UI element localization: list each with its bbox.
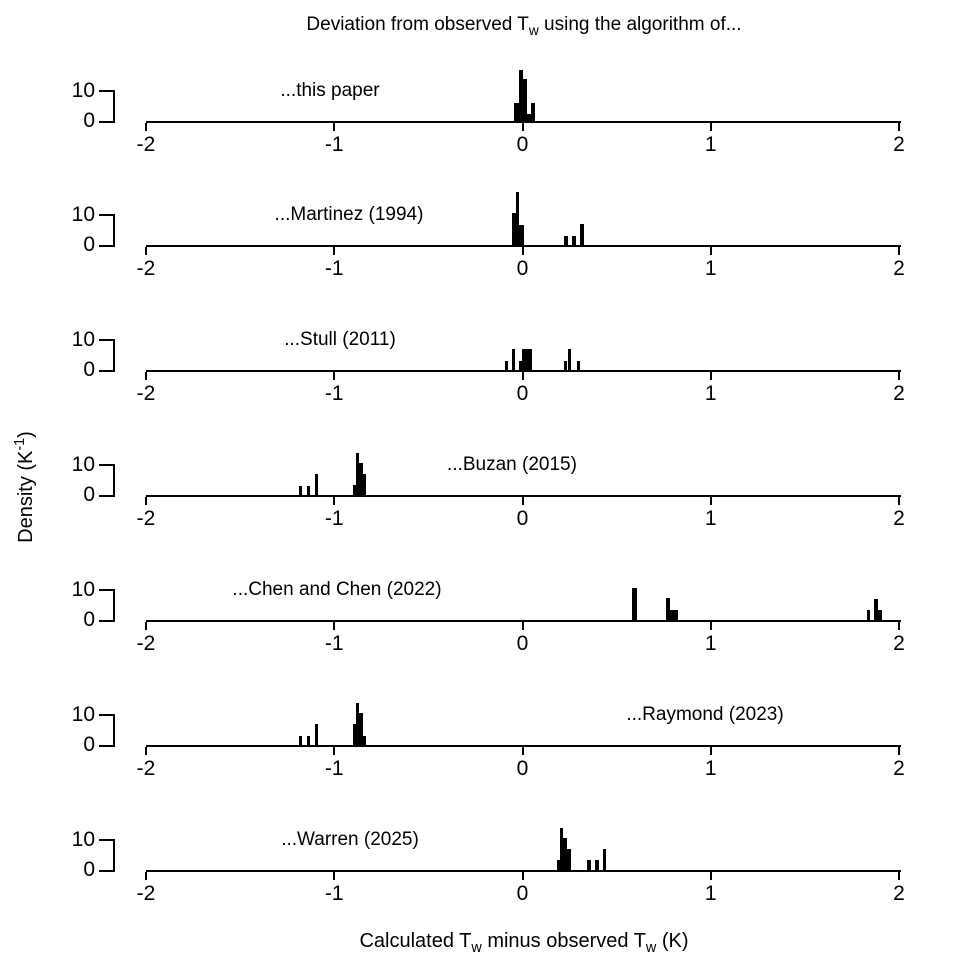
panel-label: ...Warren (2025) — [281, 829, 419, 850]
x-tick — [898, 872, 900, 880]
x-tick — [333, 123, 335, 131]
y-tick — [99, 745, 115, 747]
histogram-bar — [878, 610, 881, 620]
y-tick-label: 10 — [71, 79, 95, 102]
histogram-bar — [299, 486, 302, 495]
x-axis-line — [146, 870, 901, 872]
x-tick — [522, 123, 524, 131]
x-tick — [522, 247, 524, 255]
x-tick-label: 2 — [893, 882, 905, 905]
panel-label: ...Martinez (1994) — [274, 204, 424, 225]
x-axis-line — [146, 620, 901, 622]
x-tick — [145, 247, 147, 255]
x-tick — [145, 123, 147, 131]
histogram-bar — [512, 349, 515, 370]
y-tick-label: 10 — [71, 828, 95, 851]
y-tick — [99, 714, 115, 716]
x-tick — [333, 622, 335, 630]
x-tick-label: -1 — [324, 507, 344, 530]
histogram-bar — [363, 736, 366, 745]
histogram-bar — [307, 736, 310, 745]
x-tick-label: -1 — [324, 133, 344, 156]
histogram-bar — [299, 736, 302, 745]
histogram-bar — [315, 724, 318, 745]
x-tick-label: 0 — [516, 382, 529, 405]
x-tick-label: -2 — [136, 882, 156, 905]
histogram-bar — [580, 224, 584, 245]
x-tick — [522, 372, 524, 380]
x-axis-line — [146, 745, 901, 747]
x-tick-label: -1 — [324, 257, 344, 280]
y-axis-bracket — [113, 715, 115, 747]
x-tick-label: -2 — [136, 257, 156, 280]
histogram-bar — [595, 860, 598, 870]
x-tick-label: -2 — [136, 757, 156, 780]
histogram-bar — [531, 103, 535, 121]
y-axis-bracket — [113, 840, 115, 872]
x-tick — [710, 497, 712, 505]
x-tick — [710, 622, 712, 630]
x-tick — [145, 872, 147, 880]
x-axis-line — [146, 495, 901, 497]
x-tick — [898, 747, 900, 755]
x-tick-label: 0 — [516, 257, 529, 280]
x-tick-label: 2 — [893, 507, 905, 530]
x-tick — [333, 372, 335, 380]
y-tick-label: 0 — [83, 358, 95, 381]
x-tick-label: -1 — [324, 632, 344, 655]
histogram-bar — [567, 849, 571, 870]
x-axis-title: Calculated $T_w$ minus observed $T_w$ (K) — [359, 930, 689, 956]
x-tick-label: 1 — [704, 382, 717, 405]
panel-label: ...Stull (2011) — [284, 329, 396, 350]
y-axis-bracket — [113, 340, 115, 372]
histogram-bar — [632, 588, 637, 620]
x-tick — [710, 247, 712, 255]
histogram-bar — [505, 361, 508, 370]
chart-title: Deviation from observed $T_w$ using the algorithm of... — [306, 14, 742, 38]
y-tick — [99, 620, 115, 622]
x-tick — [522, 747, 524, 755]
y-tick-label: 0 — [83, 483, 95, 506]
histogram-bar — [363, 474, 366, 495]
histogram-bar — [568, 349, 571, 370]
y-tick — [99, 121, 115, 123]
panel-label: ...Buzan (2015) — [447, 454, 577, 475]
x-tick — [710, 123, 712, 131]
y-tick-label: 10 — [71, 203, 95, 226]
x-axis-line — [146, 370, 901, 372]
histogram-bar — [527, 349, 532, 370]
y-tick-label: 0 — [83, 109, 95, 132]
y-tick-label: 0 — [83, 858, 95, 881]
x-tick-label: -2 — [136, 632, 156, 655]
x-tick-label: 2 — [893, 382, 905, 405]
x-tick-label: 2 — [893, 133, 905, 156]
x-tick — [333, 872, 335, 880]
x-tick — [522, 497, 524, 505]
x-tick — [522, 622, 524, 630]
y-tick — [99, 214, 115, 216]
histogram-bar — [674, 610, 678, 620]
y-tick — [99, 464, 115, 466]
x-tick-label: 0 — [516, 632, 529, 655]
x-tick-label: 0 — [516, 507, 529, 530]
x-tick-label: 1 — [704, 757, 717, 780]
y-axis-bracket — [113, 91, 115, 123]
x-axis-line — [146, 245, 901, 247]
x-tick — [145, 372, 147, 380]
x-tick-label: -1 — [324, 382, 344, 405]
histogram-bar — [564, 236, 567, 245]
x-tick — [898, 372, 900, 380]
x-tick — [145, 747, 147, 755]
y-tick — [99, 495, 115, 497]
y-axis-bracket — [113, 215, 115, 247]
x-tick — [710, 372, 712, 380]
x-tick — [145, 622, 147, 630]
x-tick-label: 2 — [893, 257, 905, 280]
y-axis-bracket — [113, 465, 115, 497]
x-tick-label: 2 — [893, 757, 905, 780]
histogram-bar — [867, 610, 870, 620]
panel-label: ...Chen and Chen (2022) — [232, 579, 442, 600]
histogram-bar — [587, 860, 590, 870]
x-tick-label: 0 — [516, 882, 529, 905]
histogram-bar — [577, 361, 580, 370]
y-tick-label: 0 — [83, 733, 95, 756]
y-tick — [99, 839, 115, 841]
x-tick-label: 1 — [704, 632, 717, 655]
y-axis-title: Density $(K^{-1})$ — [12, 431, 37, 543]
x-tick — [710, 747, 712, 755]
y-tick-label: 0 — [83, 608, 95, 631]
x-tick-label: 1 — [704, 257, 717, 280]
x-tick-label: -2 — [136, 507, 156, 530]
histogram-bar — [307, 486, 310, 495]
panel-label: ...this paper — [280, 80, 380, 101]
x-tick — [333, 247, 335, 255]
x-tick-label: 1 — [704, 507, 717, 530]
x-tick — [710, 872, 712, 880]
histogram-bar — [603, 849, 606, 870]
y-tick-label: 10 — [71, 578, 95, 601]
x-tick-label: 1 — [704, 882, 717, 905]
x-tick — [898, 123, 900, 131]
y-tick — [99, 870, 115, 872]
y-tick-label: 10 — [71, 328, 95, 351]
y-tick-label: 10 — [71, 703, 95, 726]
x-axis-line — [146, 121, 901, 123]
x-tick-label: 0 — [516, 133, 529, 156]
y-tick-label: 10 — [71, 453, 95, 476]
x-tick-label: 1 — [704, 133, 717, 156]
x-tick-label: 2 — [893, 632, 905, 655]
x-tick — [898, 247, 900, 255]
x-tick-label: -1 — [324, 882, 344, 905]
x-tick — [898, 497, 900, 505]
y-axis-bracket — [113, 590, 115, 622]
x-tick — [522, 872, 524, 880]
y-tick — [99, 370, 115, 372]
y-tick — [99, 90, 115, 92]
histogram-bar — [572, 236, 575, 245]
x-tick-label: -1 — [324, 757, 344, 780]
y-tick — [99, 245, 115, 247]
histogram-bar — [519, 225, 523, 245]
x-tick-label: -2 — [136, 382, 156, 405]
x-tick-label: -2 — [136, 133, 156, 156]
histogram-bar — [315, 474, 318, 495]
y-tick — [99, 339, 115, 341]
x-tick-label: 0 — [516, 757, 529, 780]
panel-label: ...Raymond (2023) — [626, 704, 784, 725]
y-tick-label: 0 — [83, 233, 95, 256]
x-tick — [145, 497, 147, 505]
y-tick — [99, 589, 115, 591]
x-tick — [898, 622, 900, 630]
x-tick — [333, 747, 335, 755]
x-tick — [333, 497, 335, 505]
